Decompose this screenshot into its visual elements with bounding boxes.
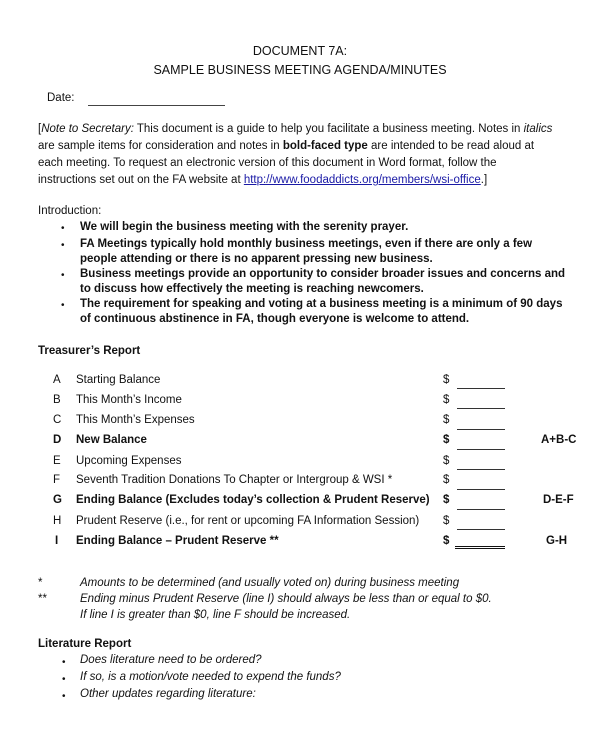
intro-bullet-3-line-2: to discuss how effectively the meeting is reaching newcomers. [80,283,424,295]
note-line-1: [Note to Secretary: This document is a guide to help you facilitate a business meeting. Notes in italics [38,123,553,135]
document-id: DOCUMENT 7A: [252,44,348,58]
dollar-sign: $ [443,535,450,547]
intro-bullet-2-line-1: FA Meetings typically hold monthly business meetings, even if there are only a few [80,238,533,250]
row-description: Ending Balance (Excludes today’s collection & Prudent Reserve) [76,494,430,506]
dollar-sign: $ [443,515,450,527]
row-formula: A+B-C [541,434,577,446]
row-letter: E [53,455,61,467]
row-description: Upcoming Expenses [76,455,182,467]
row-letter: H [53,515,62,527]
amount-blank-total[interactable] [455,546,505,549]
note-line-2: are sample items for consideration and notes in bold-faced type are intended to be read aloud at [38,140,535,152]
intro-bullet-1: We will begin the business meeting with the serenity prayer. [80,221,409,233]
note-line-4: instructions set out on the FA website at http://www.foodaddicts.org/members/wsi-office.] [38,174,488,186]
row-description: Seventh Tradition Donations To Chapter or Intergroup & WSI * [76,474,393,486]
row-letter: B [53,394,61,406]
row-letter: I [55,535,59,547]
intro-bullet-3-line-1: Business meetings provide an opportunity to consider broader issues and concerns and [80,268,566,280]
row-description: This Month’s Income [76,394,182,406]
footnote-text: Ending minus Prudent Reserve (line I) should always be less than or equal to $0. [80,593,492,605]
row-letter: F [53,474,61,486]
treasurer-report-heading: Treasurer’s Report [38,345,141,357]
row-description: Prudent Reserve (i.e., for rent or upcoming FA Information Session) [76,515,420,527]
bullet-icon: • [62,657,66,668]
literature-bullet: Other updates regarding literature: [80,688,256,700]
literature-bullet: Does literature need to be ordered? [80,654,262,666]
row-description: Starting Balance [76,374,161,386]
wsi-office-link[interactable]: http://www.foodaddicts.org/members/wsi-office [243,174,481,186]
note-line-3: each meeting. To request an electronic version of this document in Word format, follow the [38,157,497,169]
document-title: SAMPLE BUSINESS MEETING AGENDA/MINUTES [153,63,447,77]
dollar-sign: $ [443,414,450,426]
dollar-sign: $ [443,434,450,446]
intro-bullet-4-line-1: The requirement for speaking and voting at a business meeting is a minimum of 90 days [80,298,563,310]
bullet-icon: • [61,223,65,234]
row-formula: D-E-F [543,494,574,506]
amount-blank[interactable] [457,408,505,409]
row-letter: D [53,434,62,446]
footnote-text: If line I is greater than $0, line F should be increased. [80,609,351,621]
date-field-line [88,92,225,106]
footnote-text: Amounts to be determined (and usually voted on) during business meeting [80,577,460,589]
amount-blank[interactable] [457,449,505,450]
amount-blank[interactable] [457,469,505,470]
dollar-sign: $ [443,455,450,467]
amount-blank[interactable] [457,529,505,530]
bullet-icon: • [62,691,66,702]
row-description: New Balance [76,434,147,446]
amount-blank[interactable] [457,388,505,389]
dollar-sign: $ [443,374,450,386]
intro-bullet-2-line-2: people attending or there is no apparent pressing new business. [80,253,433,265]
dollar-sign: $ [443,474,450,486]
row-description: This Month’s Expenses [76,414,195,426]
row-description: Ending Balance – Prudent Reserve ** [76,535,279,547]
row-letter: G [53,494,62,506]
literature-bullet: If so, is a motion/vote needed to expend the funds? [80,671,341,683]
footnote-mark: * [38,577,43,589]
date-label: Date: [47,92,75,104]
amount-blank[interactable] [457,429,505,430]
footnote-mark: ** [38,593,47,605]
amount-blank[interactable] [457,489,505,490]
intro-bullet-4-line-2: of continuous abstinence in FA, though everyone is welcome to attend. [80,313,470,325]
bullet-icon: • [61,240,65,251]
introduction-label: Introduction: [38,205,102,217]
row-letter: C [53,414,62,426]
row-formula: G-H [546,535,568,547]
dollar-sign: $ [443,394,450,406]
dollar-sign: $ [443,494,450,506]
row-letter: A [53,374,61,386]
bullet-icon: • [62,674,66,685]
literature-report-heading: Literature Report [38,638,132,650]
bullet-icon: • [61,270,65,281]
bullet-icon: • [61,300,65,311]
amount-blank[interactable] [457,509,505,510]
